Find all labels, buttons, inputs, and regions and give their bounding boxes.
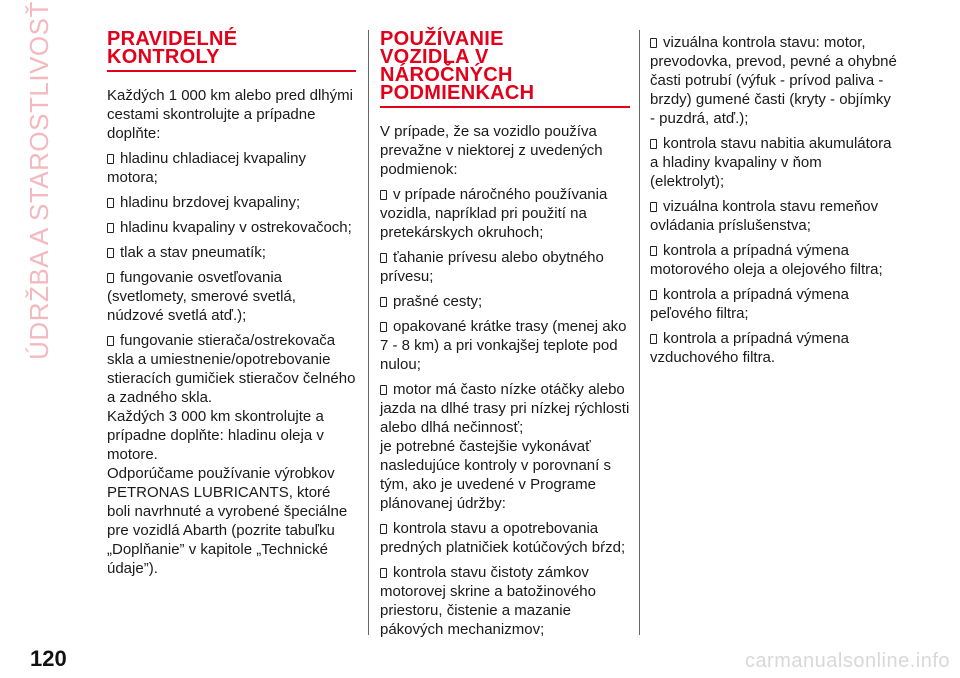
list-item-text: vizuálna kontrola stavu remeňov ovládania príslušenstva;: [650, 198, 879, 234]
list-item: [650, 33, 900, 128]
checkbox-bullet-icon: [380, 385, 387, 395]
heading-line: POUŽÍVANIE: [380, 28, 504, 50]
list-item: [380, 563, 630, 639]
paragraph: je potrebné častejšie vykonávať nasledujúce kontroly v porovnaní s tým, ako je uvedené v Programe plánovanej údržby:: [380, 438, 611, 512]
side-section-title: [14, 0, 64, 360]
list-item-text: kontrola stavu nabitia akumulátora a hladiny kvapaliny v ňom (elektrolyt);: [650, 135, 892, 190]
list-item-text: kontrola a prípadná výmena vzduchového filtra.: [650, 330, 849, 366]
list-item: [380, 292, 630, 311]
list-item: [107, 218, 356, 237]
column-checks-continued: [650, 33, 900, 367]
column-regular-checks: [107, 30, 356, 578]
checkbox-bullet-icon: [107, 198, 114, 208]
list-item: [107, 193, 356, 212]
checkbox-bullet-icon: [107, 223, 114, 233]
checkbox-bullet-icon: [650, 38, 657, 48]
list-item-text: hladinu kvapaliny v ostrekovačoch;: [120, 219, 352, 236]
list-item-text: kontrola stavu a opotrebovania predných platničiek kotúčových bŕzd;: [380, 520, 626, 556]
list-item-text: fungovanie osvetľovania (svetlomety, smerové svetlá, núdzové svetlá atď.);: [107, 269, 296, 324]
list-item: [380, 248, 630, 286]
list-item-text: vizuálna kontrola stavu: motor, prevodovka, prevod, pevné a ohybné časti potrubí (výfuk - prívod paliva - brzdy) gumené časti (kryty - objímky - puzdrá, atď.);: [650, 34, 897, 127]
heading-line: KONTROLY: [107, 46, 220, 68]
column-severe-conditions: [380, 30, 630, 639]
list-item-text: hladinu brzdovej kvapaliny;: [120, 194, 301, 211]
list-item-text: fungovanie stierača/ostrekovača skla a umiestnenie/opotrebovanie stieracích gumičiek stieračov čelného a zadného skla.: [107, 332, 356, 406]
heading-line: VOZIDLA V: [380, 46, 489, 68]
list-item-text: kontrola stavu čistoty zámkov motorovej skrine a batožinového priestoru, čistenie a mazanie pákových mechanizmov;: [380, 564, 596, 638]
checkbox-bullet-icon: [380, 322, 387, 332]
heading-line: PODMIENKACH: [380, 82, 535, 104]
list-item: [650, 134, 900, 191]
list-item-text: tlak a stav pneumatík;: [120, 244, 266, 261]
list-item-text: hladinu chladiacej kvapaliny motora;: [107, 150, 306, 186]
checkbox-bullet-icon: [107, 248, 114, 258]
heading-line: NÁROČNÝCH: [380, 64, 513, 86]
list-item: [380, 380, 630, 437]
list-item: [107, 331, 356, 407]
checkbox-bullet-icon: [380, 190, 387, 200]
list-item: [650, 285, 900, 323]
list-item-text: motor má často nízke otáčky alebo jazda na dlhé trasy pri nízkej rýchlosti alebo dlhá nečinnosť;: [380, 381, 630, 436]
checkbox-bullet-icon: [107, 336, 114, 346]
list-item: [650, 241, 900, 279]
list-item-text: kontrola a prípadná výmena motorového oleja a olejového filtra;: [650, 242, 883, 278]
section-heading-regular-checks: [107, 30, 356, 72]
list-item: [107, 243, 356, 262]
checkbox-bullet-icon: [650, 334, 657, 344]
checkbox-bullet-icon: [650, 139, 657, 149]
checkbox-bullet-icon: [650, 290, 657, 300]
checkbox-bullet-icon: [380, 524, 387, 534]
checkbox-bullet-icon: [380, 297, 387, 307]
paragraph: Každých 1 000 km alebo pred dlhými cestami skontrolujte a prípadne doplňte:: [107, 87, 353, 142]
column-divider: [639, 30, 640, 635]
paragraph: Každých 3 000 km skontrolujte a prípadne doplňte: hladinu oleja v motore.: [107, 408, 324, 463]
checkbox-bullet-icon: [650, 246, 657, 256]
list-item: [380, 185, 630, 242]
list-item-text: ťahanie prívesu alebo obytného prívesu;: [380, 249, 604, 285]
list-item: [107, 149, 356, 187]
checkbox-bullet-icon: [380, 253, 387, 263]
list-item-text: kontrola a prípadná výmena peľového filtra;: [650, 286, 849, 322]
list-item-text: opakované krátke trasy (menej ako 7 - 8 km) a pri vonkajšej teplote pod nulou;: [380, 318, 627, 373]
section-heading-severe-conditions: [380, 30, 630, 108]
watermark: carmanualsonline.info: [744, 650, 950, 672]
column-divider: [368, 30, 369, 635]
checkbox-bullet-icon: [380, 568, 387, 578]
side-section-title-text: ÚDRŽBA A STAROSTLIVOSŤ: [23, 0, 54, 360]
checkbox-bullet-icon: [650, 202, 657, 212]
paragraph: V prípade, že sa vozidlo používa prevažne v niektorej z uvedených podmienok:: [380, 123, 603, 178]
list-item-text: v prípade náročného používania vozidla, napríklad pri použití na pretekárskych okruhoch;: [380, 186, 608, 241]
paragraph: Odporúčame používanie výrobkov PETRONAS LUBRICANTS, ktoré boli navrhnuté a vyrobené špeciálne pre vozidlá Abarth (pozrite tabuľku „Doplňanie” v kapitole „Technické údaje”).: [107, 465, 348, 577]
checkbox-bullet-icon: [107, 273, 114, 283]
heading-line: PRAVIDELNÉ: [107, 28, 238, 50]
list-item: [650, 197, 900, 235]
list-item: [107, 268, 356, 325]
page-number: 120: [30, 646, 67, 671]
list-item: [380, 317, 630, 374]
list-item-text: prašné cesty;: [393, 293, 483, 310]
list-item: [650, 329, 900, 367]
checkbox-bullet-icon: [107, 154, 114, 164]
list-item: [380, 519, 630, 557]
